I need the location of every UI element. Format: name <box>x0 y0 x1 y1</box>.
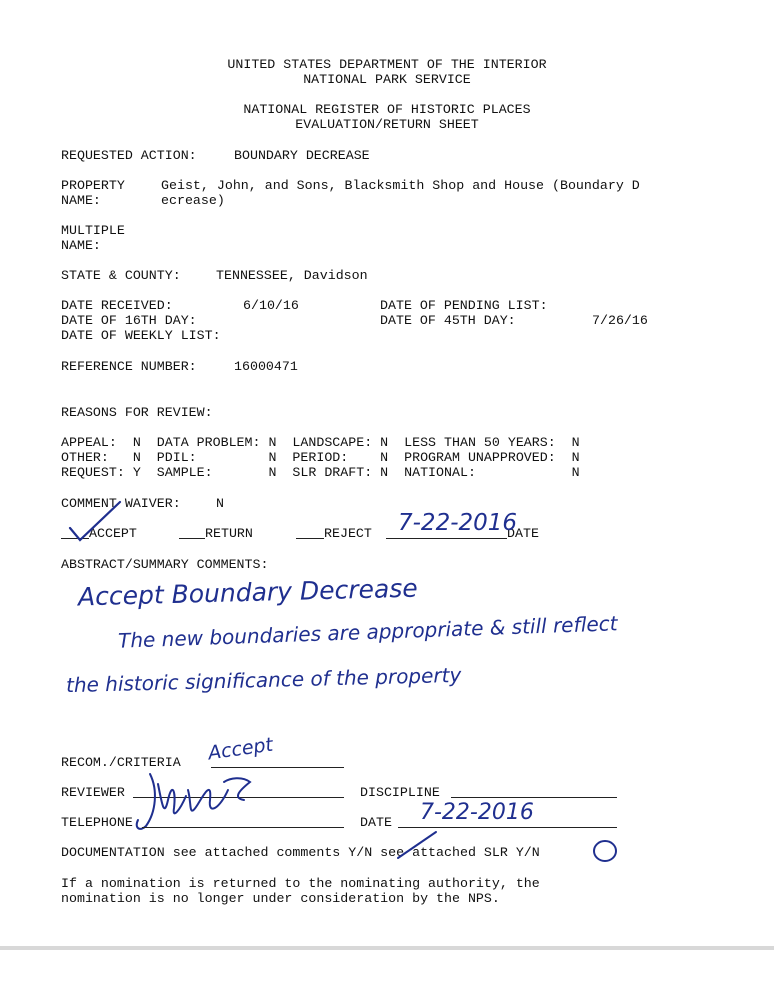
date-received-value: 6/10/16 <box>243 298 299 313</box>
requested-action-label: REQUESTED ACTION: <box>61 148 197 163</box>
documentation-no-mark-icon <box>392 828 442 864</box>
reject-option: REJECT <box>324 526 372 541</box>
abstract-handwritten-line: The new boundaries are appropriate & still reflect <box>117 611 618 653</box>
accept-checkmark-icon <box>66 500 126 544</box>
reasons-heading: REASONS FOR REVIEW: <box>61 405 213 420</box>
footer-note: nomination is no longer under consideration by the NPS. <box>61 891 500 906</box>
day45-label: DATE OF 45TH DAY: <box>380 313 516 328</box>
reference-number: 16000471 <box>234 359 298 374</box>
reasons-row: OTHER: N PDIL: N PERIOD: N PROGRAM UNAPPROVED: N <box>61 450 580 465</box>
property-name-label: NAME: <box>61 193 101 208</box>
property-name-continued: ecrease) <box>161 193 225 208</box>
property-name-value: Geist, John, and Sons, Blacksmith Shop and House (Boundary D <box>161 178 640 193</box>
decision-date-label: DATE <box>507 526 539 541</box>
decision-date-handwritten: 7-22-2016 <box>398 510 518 536</box>
multiple-label: MULTIPLE <box>61 223 125 238</box>
state-county-label: STATE & COUNTY: <box>61 268 181 283</box>
accept-option: ACCEPT <box>89 526 137 541</box>
abstract-label: ABSTRACT/SUMMARY COMMENTS: <box>61 557 269 572</box>
slr-no-circle-icon <box>590 836 620 866</box>
documentation-line: DOCUMENTATION see attached comments Y/N see attached SLR Y/N <box>61 845 540 860</box>
header-sheet-title: EVALUATION/RETURN SHEET <box>295 117 479 132</box>
discipline-label: DISCIPLINE <box>360 785 440 800</box>
return-blank <box>179 538 205 539</box>
requested-action-value: BOUNDARY DECREASE <box>234 148 370 163</box>
reject-blank <box>296 538 324 539</box>
reference-label: REFERENCE NUMBER: <box>61 359 197 374</box>
reviewer-label: REVIEWER <box>61 785 125 800</box>
comment-waiver-label: COMMENT WAIVER: <box>61 496 181 511</box>
header-department: UNITED STATES DEPARTMENT OF THE INTERIOR <box>227 57 547 72</box>
reasons-row: APPEAL: N DATA PROBLEM: N LANDSCAPE: N LESS THAN 50 YEARS: N <box>61 435 580 450</box>
date-received-label: DATE RECEIVED: <box>61 298 173 313</box>
day16-label: DATE OF 16TH DAY: <box>61 313 197 328</box>
abstract-handwritten-line: the historic significance of the property <box>65 662 462 698</box>
review-date-label: DATE <box>360 815 392 830</box>
header-register: NATIONAL REGISTER OF HISTORIC PLACES <box>243 102 531 117</box>
multiple-name-label: NAME: <box>61 238 101 253</box>
footer-note: If a nomination is returned to the nominating authority, the <box>61 876 540 891</box>
page-bottom-rule <box>0 946 774 950</box>
reviewer-signature-icon <box>128 760 278 840</box>
review-date-handwritten: 7-22-2016 <box>420 800 534 825</box>
discipline-blank <box>451 797 617 798</box>
telephone-label: TELEPHONE <box>61 815 133 830</box>
comment-waiver-value: N <box>216 496 224 511</box>
decision-date-blank <box>386 538 507 539</box>
telephone-blank <box>142 827 344 828</box>
state-county-value: TENNESSEE, Davidson <box>216 268 368 283</box>
weekly-list-label: DATE OF WEEKLY LIST: <box>61 328 221 343</box>
header-agency: NATIONAL PARK SERVICE <box>303 72 471 87</box>
reasons-row: REQUEST: Y SAMPLE: N SLR DRAFT: N NATIONAL: N <box>61 465 580 480</box>
abstract-handwritten-line: Accept Boundary Decrease <box>77 573 419 612</box>
return-option: RETURN <box>205 526 253 541</box>
recom-criteria-handwritten: Accept <box>206 733 275 765</box>
recom-criteria-label: RECOM./CRITERIA <box>61 755 181 770</box>
pending-list-label: DATE OF PENDING LIST: <box>380 298 548 313</box>
day45-value: 7/26/16 <box>592 313 648 328</box>
property-label: PROPERTY <box>61 178 125 193</box>
